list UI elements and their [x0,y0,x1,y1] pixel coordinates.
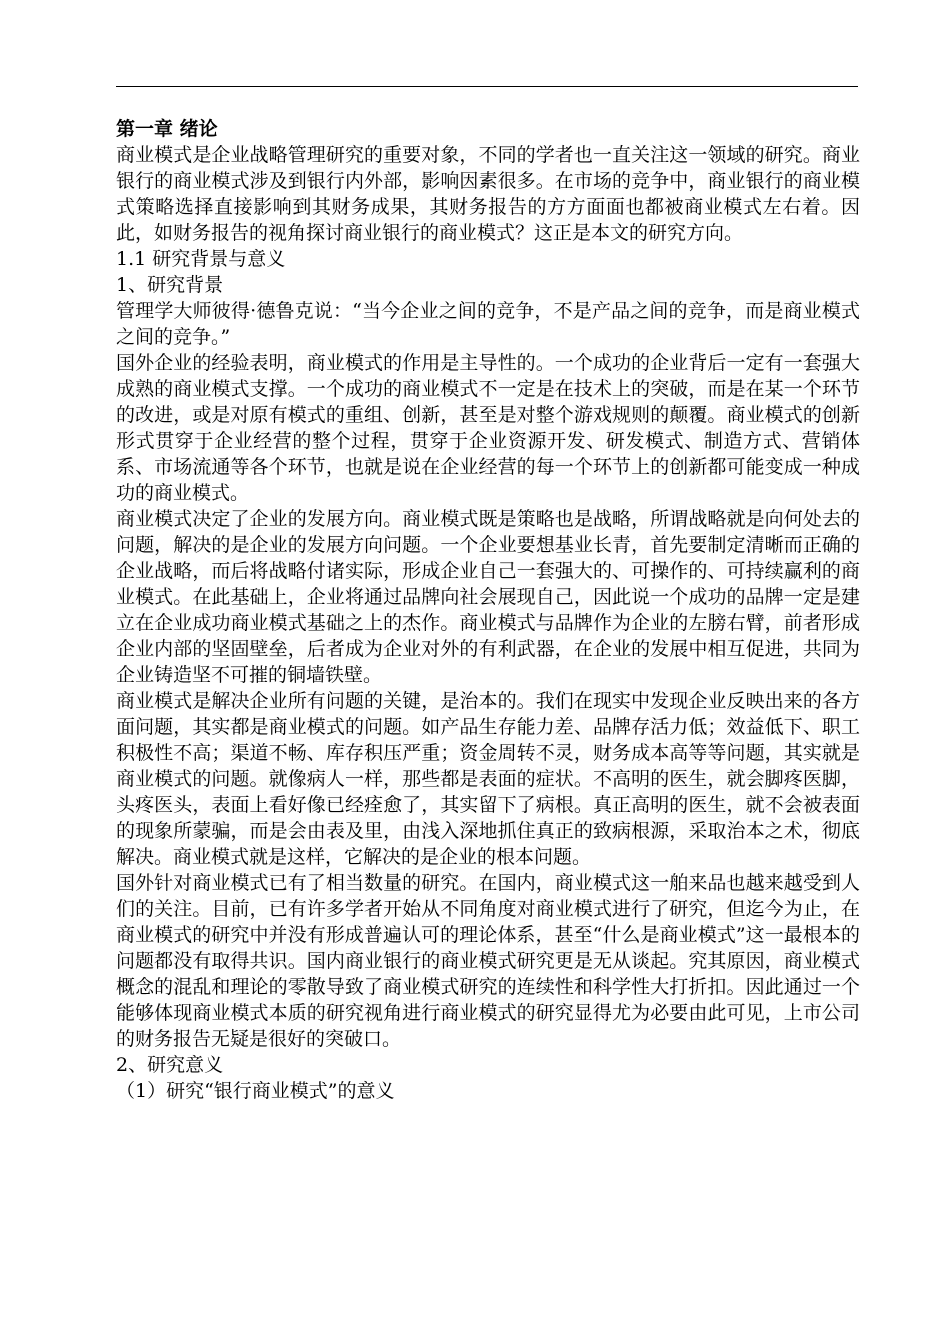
document-body [116,116,860,1104]
intro-paragraph: 商业模式是企业战略管理研究的重要对象，不同的学者也一直关注这一领域的研究。商业银行的商业模式涉及到银行内外部，影响因素很多。在市场的竞争中，商业银行的商业模式策略选择直接影响到其财务成果，其财务报告的方方面面也都被商业模式左右着。因此，如财务报告的视角探讨商业银行的商业模式？这正是本文的研究方向。 [116,144,860,244]
header-rule [116,86,858,87]
subsection-heading-significance: 2、研究意义 [116,1054,224,1076]
subsection-heading-background: 1、研究背景 [116,274,224,296]
chapter-title: 第一章 绪论 [116,118,218,140]
paragraph-research-status: 国外针对商业模式已有了相当数量的研究。在国内，商业模式这一舶来品也越来越受到人们的关注。目前，已有许多学者开始从不同角度对商业模式进行了研究，但迄今为止，在商业模式的研究中并没有形成普遍认可的理论体系，甚至“什么是商业模式”这一最根本的问题都没有取得共识。国内商业银行的商业模式研究更是无从谈起。究其原因，商业模式概念的混乱和理论的零散导致了商业模式研究的连续性和科学性大打折扣。因此通过一个能够体现商业模式本质的研究视角进行商业模式的研究显得尤为必要由此可见，上市公司的财务报告无疑是很好的突破口。 [116,872,860,1050]
paragraph-key-problems: 商业模式是解决企业所有问题的关键，是治本的。我们在现实中发现企业反映出来的各方面问题，其实都是商业模式的问题。如产品生存能力差、品牌存活力低；效益低下、职工积极性不高；渠道不畅、库存积压严重；资金周转不灵，财务成本高等等问题，其实就是商业模式的问题。就像病人一样，那些都是表面的症状。不高明的医生，就会脚疼医脚，头疼医头，表面上看好像已经痊愈了，其实留下了病根。真正高明的医生，就不会被表面的现象所蒙骗，而是会由表及里，由浅入深地抓住真正的致病根源，采取治本之术，彻底解决。商业模式就是这样，它解决的是企业的根本问题。 [116,690,860,868]
quote-paragraph: 管理学大师彼得·德鲁克说：“当今企业之间的竞争，不是产品之间的竞争，而是商业模式之间的竞争。” [116,300,860,348]
paragraph-direction: 商业模式决定了企业的发展方向。商业模式既是策略也是战略，所谓战略就是向何处去的问题，解决的是企业的发展方向问题。一个企业要想基业长青，首先要制定清晰而正确的企业战略，而后将战略付诸实际，形成企业自己一套强大的、可操作的、可持续赢利的商业模式。在此基础上，企业将通过品牌向社会展现自己，因此说一个成功的品牌一定是建立在企业成功商业模式基础之上的杰作。商业模式与品牌作为企业的左膀右臂，前者形成企业内部的坚固壁垒，后者成为企业对外的有利武器，在企业的发展中相互促进，共同为企业铸造坚不可摧的铜墙铁壁。 [116,508,860,686]
paragraph-foreign-experience: 国外企业的经验表明，商业模式的作用是主导性的。一个成功的企业背后一定有一套强大成熟的商业模式支撑。一个成功的商业模式不一定是在技术上的突破，而是在某一个环节的改进，或是对原有模式的重组、创新，甚至是对整个游戏规则的颠覆。商业模式的创新形式贯穿于企业经营的整个过程，贯穿于企业资源开发、研发模式、制造方式、营销体系、市场流通等各个环节，也就是说在企业经营的每一个环节上的创新都可能变成一种成功的商业模式。 [116,352,860,504]
subsubsection-heading-bank-model: （1）研究“银行商业模式”的意义 [116,1080,395,1102]
section-heading-1-1: 1.1 研究背景与意义 [116,248,286,270]
